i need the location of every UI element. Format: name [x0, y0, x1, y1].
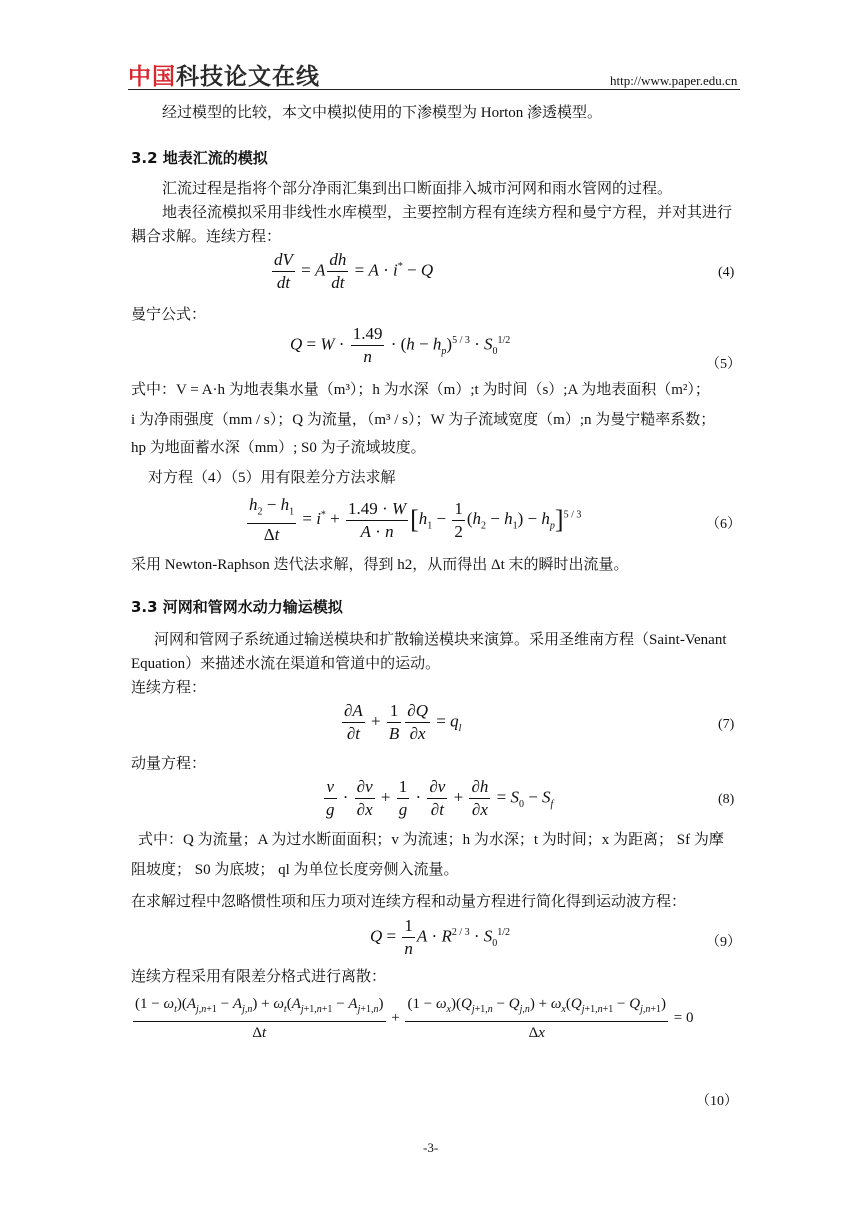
equation-10: $\frac{(1 - \omega_t)(A_{j,n+1} - A_{j,n}) + \omega_t(A_{j+1,n+1} - A_{j+1,n})}{\Delta t}$ + $\frac{(1 - \omega_x)(Q_{j+1,n} - Q_{j,n}) + \omega_x(Q_{j+1,n+1} - Q_{j,n+1})}{\Delta x}$ = 0: [131, 993, 693, 1044]
logo-red-text: 中国: [128, 64, 176, 90]
header-url[interactable]: http://www.paper.edu.cn: [610, 73, 738, 88]
equation-7-number: (7): [718, 717, 735, 732]
where2-line-2: 阻坡度； S0 为底坡； ql 为单位长度旁侧入流量。: [131, 862, 459, 878]
journal-logo: [128, 58, 320, 91]
equation-10-number: （10）: [696, 1094, 738, 1109]
confluence-paragraph: 汇流过程是指将个部分净雨汇集到出口断面排入城市河网和雨水管网的过程。: [162, 181, 673, 197]
equation-6-number: （6）: [706, 517, 741, 532]
where-line-2: i 为净雨强度（mm / s）；Q 为流量，（m³ / s）；W 为子流域宽度（m）;n 为曼宁糙率系数；: [131, 412, 716, 428]
runoff-paragraph-line2: 耦合求解。连续方程：: [131, 229, 282, 245]
where-line-3: hp 为地面蓄水深（mm）; S0 为子流域坡度。: [131, 440, 426, 456]
discretize-label: 连续方程采用有限差分格式进行离散：: [131, 969, 387, 985]
page-number: -3-: [423, 1140, 439, 1155]
river-paragraph-line2: Equation）来描述水流在渠道和管道中的运动。: [131, 656, 441, 672]
equation-4: $\frac{dV}{dt}$ = A $\frac{dh}{dt}$ = A · i* − Q: [274, 250, 434, 292]
equation-9-number: （9）: [706, 935, 741, 950]
section-heading-3-3: 3.3 河网和管网水动力输运模拟: [131, 598, 343, 616]
logo-black-text: 科技论文在线: [176, 64, 320, 90]
equation-4-number: (4): [718, 265, 735, 280]
simplify-line: 在求解过程中忽略惯性项和压力项对连续方程和动量方程进行简化得到运动波方程：: [131, 894, 687, 910]
momentum-label: 动量方程：: [131, 756, 207, 772]
equation-8-number: (8): [718, 792, 735, 807]
equation-6: $\frac{h_2 - h_1}{\Delta t}$ = i* + $\frac{1.49 \cdot W}{A \cdot n}$ [$h_1$ − $\frac{1}{2}$ $(h_2 - h_1) - h_p]^{5 / 3}$: [249, 495, 582, 545]
equation-8: $\frac{v}{g}$ · $\frac{\partial v}{\partial x}$ + $\frac{1}{g}$ · $\frac{\partial v}{\partial t}$ + $\frac{\partial h}{\partial x}$ = $S_0 - S_f$: [326, 777, 554, 819]
newton-raphson-line: 采用 Newton-Raphson 迭代法求解，得到 h2，从而得出 Δt 末的瞬时出流量。: [131, 557, 629, 573]
equation-9: Q = $\frac{1}{n}$ $A \cdot R^{2 / 3} \cdot S_0^{1/2}$: [370, 916, 511, 958]
where2-line-1: 式中：Q 为流量；A 为过水断面面积；v 为流速；h 为水深；t 为时间；x 为距离； Sf 为摩: [138, 832, 724, 848]
equation-5: Q = W · $\frac{1.49}{n}$ · $(h - h_p)^{5 / 3} \cdot S_0^{1/2}$: [290, 324, 511, 366]
where-line-1: 式中：V = A·h 为地表集水量（m³）；h 为水深（m）;t 为时间（s）;A 为地表面积（m²）；: [131, 382, 710, 398]
river-paragraph-line1: 河网和管网子系统通过输送模块和扩散输送模块来演算。采用圣维南方程（Saint-Venant: [154, 632, 727, 648]
header-rule: [128, 89, 740, 90]
section-heading-3-2: 3.2 地表汇流的模拟: [131, 149, 268, 167]
continuity-label: 连续方程：: [131, 680, 207, 696]
manning-label: 曼宁公式：: [131, 307, 207, 323]
model-compare-line: 经过模型的比较，本文中模拟使用的下渗模型为 Horton 渗透模型。: [162, 105, 602, 121]
equation-5-number: （5）: [706, 357, 741, 372]
finite-difference-intro: 对方程（4）（5）用有限差分方法求解: [148, 470, 396, 486]
equation-7: $\frac{\partial A}{\partial t}$ + $\frac{1}{B}$ $\frac{\partial Q}{\partial x}$ = $q_l$: [344, 701, 462, 743]
runoff-paragraph-line1: 地表径流模拟采用非线性水库模型，主要控制方程有连续方程和曼宁方程，并对其进行: [162, 205, 733, 221]
